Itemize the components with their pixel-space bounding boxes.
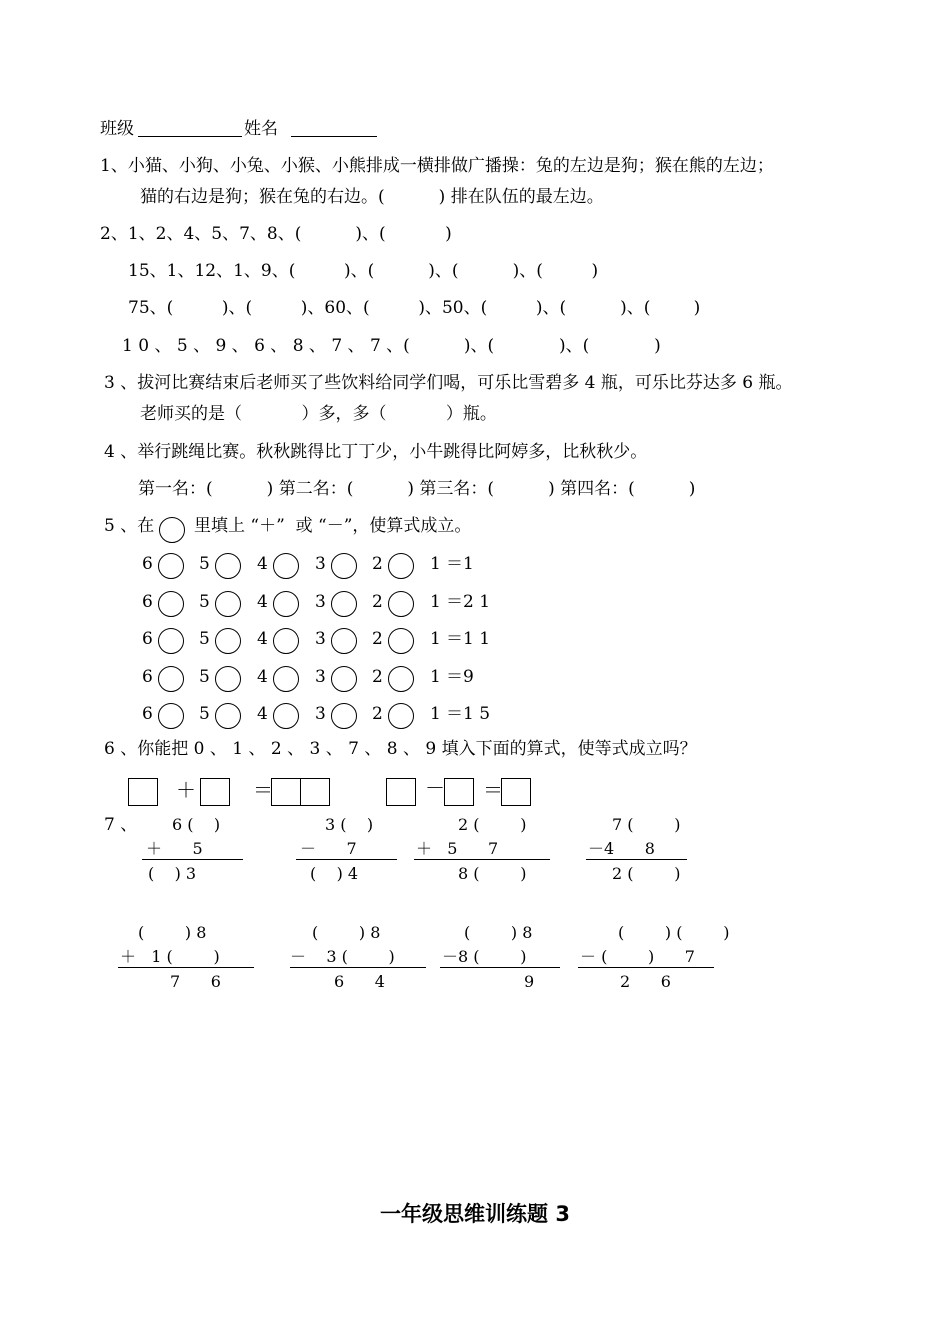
- q7-operand: － ( ) 7: [580, 947, 695, 966]
- q5-number: 5: [199, 629, 210, 649]
- q5-operator-circle[interactable]: [388, 628, 414, 654]
- q7-top-number: 6 ( ): [172, 815, 221, 834]
- q5-number: 1: [430, 554, 441, 574]
- q7-operand: ＋ 5 7: [416, 839, 499, 858]
- q5-number: 3: [315, 554, 326, 574]
- q7-operand: ＋ 5: [146, 839, 203, 858]
- q7-result: 6 4: [334, 972, 385, 991]
- q2-row4: 1 0 、 5 、 9 、 6 、 8 、 7 、 7 、( )、( )、( ): [122, 336, 661, 356]
- q5-number: 4: [257, 666, 268, 687]
- q5-operator-circle[interactable]: [158, 628, 184, 654]
- q6-box-1[interactable]: [128, 778, 158, 806]
- q5-number: 6: [142, 629, 153, 649]
- q5-operator-circle[interactable]: [388, 703, 414, 729]
- q6-equals-sign-1: ＝: [253, 778, 273, 802]
- q6-box-4[interactable]: [300, 778, 330, 806]
- q5-number: 6: [142, 554, 153, 574]
- q2-row2: 15、1、12、1、9、( )、( )、( )、( ): [128, 261, 599, 281]
- class-label: 班级: [100, 119, 134, 139]
- q7-sum-line: [290, 967, 426, 968]
- q6-box-5[interactable]: [386, 778, 416, 806]
- q5-operator-circle[interactable]: [273, 666, 299, 692]
- q5-example-circle: [159, 517, 185, 543]
- q5-operator-circle[interactable]: [331, 628, 357, 654]
- q5-number: 2: [372, 591, 383, 612]
- q7-top-number: ( ) ( ): [618, 923, 730, 942]
- q6-text: 6 、你能把 0 、 1 、 2 、 3 、 7 、 8 、 9 填入下面的算式，使等式成立吗？: [104, 739, 697, 759]
- q7-operand: －4 8: [588, 839, 655, 858]
- q5-number: 1: [430, 629, 441, 649]
- q6-box-2[interactable]: [200, 778, 230, 806]
- q5-operator-circle[interactable]: [331, 591, 357, 617]
- q5-operator-circle[interactable]: [215, 591, 241, 617]
- q5-number: 2: [372, 629, 383, 649]
- name-label: 姓名: [244, 119, 278, 139]
- q5-operator-circle[interactable]: [215, 628, 241, 654]
- q5-result: ＝1: [446, 554, 474, 574]
- q7-result: ( ) 3: [148, 864, 197, 883]
- q7-sum-line: [142, 859, 243, 860]
- q5-number: 5: [199, 554, 210, 574]
- q7-sum-line: [414, 859, 550, 860]
- q7-result: 7 6: [170, 972, 221, 991]
- q7-result: 8 ( ): [458, 864, 527, 883]
- q5-number: 3: [315, 629, 326, 649]
- q5-operator-circle[interactable]: [388, 591, 414, 617]
- q5-number: 3: [315, 704, 326, 724]
- q5-operator-circle[interactable]: [273, 591, 299, 617]
- q5-operator-circle[interactable]: [158, 666, 184, 692]
- q5-operator-circle[interactable]: [388, 553, 414, 579]
- q7-sum-line: [586, 859, 687, 860]
- q7-operand: －8 ( ): [442, 947, 527, 966]
- q7-label: 7 、: [104, 815, 138, 835]
- q3-line1: 3 、拔河比赛结束后老师买了些饮料给同学们喝，可乐比雪碧多 4 瓶，可乐比芬达多 6 瓶。: [104, 373, 793, 393]
- q5-number: 6: [142, 666, 153, 687]
- q7-sum-line: [118, 967, 254, 968]
- q3-line2: 老师买的是（ ）多，多（ ）瓶。: [140, 404, 497, 424]
- q5-number: 4: [257, 629, 268, 649]
- q7-sum-line: [578, 967, 714, 968]
- q6-minus-sign: －: [425, 776, 445, 800]
- class-blank[interactable]: [138, 136, 242, 137]
- q7-top-number: 2 ( ): [458, 815, 527, 834]
- q5-number: 4: [257, 591, 268, 612]
- q6-equals-sign-2: ＝: [483, 778, 503, 802]
- q6-box-6[interactable]: [444, 778, 474, 806]
- q5-operator-circle[interactable]: [331, 666, 357, 692]
- q7-top-number: 3 ( ): [325, 815, 374, 834]
- q6-plus-sign: ＋: [176, 778, 196, 802]
- q5-operator-circle[interactable]: [331, 703, 357, 729]
- q5-number: 3: [315, 666, 326, 687]
- q7-sum-line: [296, 859, 397, 860]
- q5-operator-circle[interactable]: [273, 553, 299, 579]
- q5-operator-circle[interactable]: [331, 553, 357, 579]
- q5-operator-circle[interactable]: [215, 553, 241, 579]
- q5-result: ＝2 1: [446, 591, 491, 612]
- q5-number: 4: [257, 704, 268, 724]
- q5-operator-circle[interactable]: [158, 591, 184, 617]
- q5-number: 2: [372, 554, 383, 574]
- q5-suffix: 里填上 “＋” 或 “－”，使算式成立。: [194, 516, 472, 536]
- q5-operator-circle[interactable]: [158, 703, 184, 729]
- q7-result: 2 6: [620, 972, 671, 991]
- q5-operator-circle[interactable]: [273, 628, 299, 654]
- q4-line1: 4 、举行跳绳比赛。秋秋跳得比丁丁少，小牛跳得比阿婷多，比秋秋少。: [104, 442, 648, 462]
- name-blank[interactable]: [291, 136, 377, 137]
- q2-row3: 75、( )、( )、60、( )、50、( )、( )、( ): [128, 298, 701, 318]
- q5-operator-circle[interactable]: [215, 703, 241, 729]
- q7-sum-line: [440, 967, 560, 968]
- q7-result: 9: [524, 972, 535, 991]
- q5-prefix: 5 、在: [104, 516, 155, 536]
- q7-operand: － 7: [300, 839, 357, 858]
- q7-top-number: ( ) 8: [464, 923, 533, 942]
- q5-number: 5: [199, 666, 210, 687]
- q6-box-3[interactable]: [271, 778, 301, 806]
- q1-line1: 1、小猫、小狗、小兔、小猴、小熊排成一横排做广播操：兔的左边是狗；猴在熊的左边；: [100, 156, 774, 176]
- q5-operator-circle[interactable]: [158, 553, 184, 579]
- q7-top-number: 7 ( ): [612, 815, 681, 834]
- q5-number: 2: [372, 666, 383, 687]
- q5-operator-circle[interactable]: [215, 666, 241, 692]
- q5-number: 6: [142, 704, 153, 724]
- q5-number: 2: [372, 704, 383, 724]
- q7-result: ( ) 4: [310, 864, 359, 883]
- q1-line2: 猫的右边是狗；猴在兔的右边。( ) 排在队伍的最左边。: [140, 187, 604, 207]
- q5-number: 1: [430, 666, 441, 687]
- q5-result: ＝9: [446, 666, 474, 687]
- q6-box-7[interactable]: [501, 778, 531, 806]
- q5-number: 4: [257, 554, 268, 574]
- q7-result: 2 ( ): [612, 864, 681, 883]
- q2-row1: 2、1、2、4、5、7、8、( )、( ): [100, 224, 452, 244]
- q7-top-number: ( ) 8: [312, 923, 381, 942]
- q5-number: 5: [199, 591, 210, 612]
- q5-result: ＝1 5: [446, 704, 491, 724]
- q7-operand: － 3 ( ): [290, 947, 395, 966]
- q5-operator-circle[interactable]: [273, 703, 299, 729]
- q4-line2: 第一名：( ) 第二名：( ) 第三名：( ) 第四名：( ): [138, 479, 696, 499]
- q5-operator-circle[interactable]: [388, 666, 414, 692]
- q5-number: 6: [142, 591, 153, 612]
- q7-operand: ＋ 1 ( ): [120, 947, 220, 966]
- q5-number: 3: [315, 591, 326, 612]
- q5-result: ＝1 1: [446, 629, 491, 649]
- q7-top-number: ( ) 8: [138, 923, 207, 942]
- q5-number: 1: [430, 704, 441, 724]
- q5-number: 5: [199, 704, 210, 724]
- q5-number: 1: [430, 591, 441, 612]
- worksheet-title: 一年级思维训练题 3: [380, 1202, 570, 1226]
